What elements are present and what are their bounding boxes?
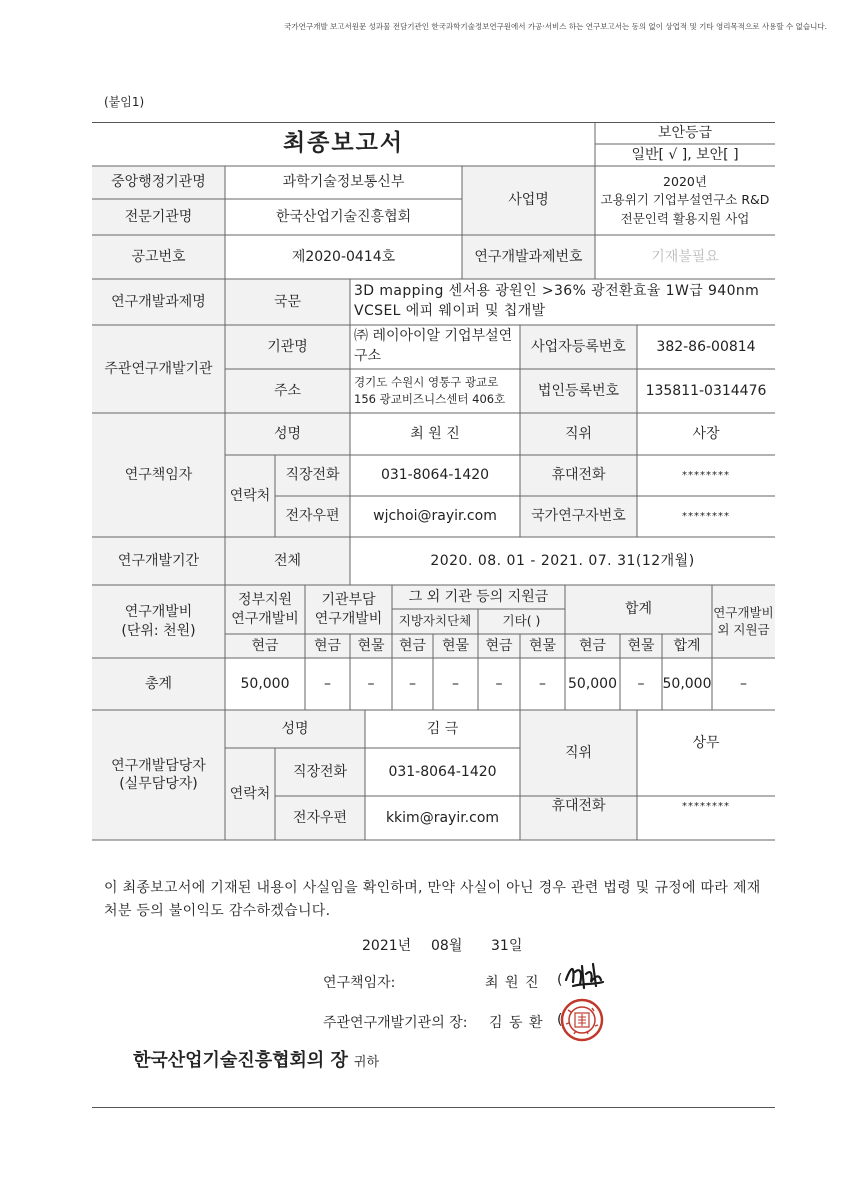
corp-reg-label: 법인등록번호	[537, 382, 620, 399]
budget-local-inkind-header: 현물	[441, 637, 470, 654]
budget-etc-cash-header: 현금	[485, 637, 513, 654]
attachment-label: (붙임1)	[104, 95, 145, 109]
budget-value-inst-inkind: –	[367, 675, 375, 692]
business-value-line3: 전문인력 활용지원 사업	[620, 210, 750, 226]
head-signature-paren: (	[557, 1012, 563, 1028]
pi-label: 연구책임자	[124, 466, 193, 483]
budget-total-row-label: 총계	[144, 675, 173, 692]
corp-reg-value: 135811-0314476	[645, 382, 767, 399]
company-seal-stamp	[560, 998, 604, 1042]
manager-email: kkim@rayir.com	[385, 809, 500, 826]
date-month: 08월	[431, 938, 463, 954]
budget-value-total-sum: 50,000	[662, 675, 712, 692]
addressee	[133, 1046, 379, 1072]
budget-value-inst-cash: –	[324, 675, 331, 692]
business-value-line2: 고용위기 기업부설연구소 R&D	[600, 192, 770, 208]
head-signature-name: 김 동 환	[489, 1015, 544, 1031]
manager-position-label: 직위	[564, 744, 593, 761]
manager-position: 상무	[692, 734, 720, 751]
budget-total-cash-header: 현금	[578, 637, 607, 654]
business-value	[595, 166, 775, 235]
announcement-label: 공고번호	[131, 248, 186, 265]
budget-value-outside: –	[740, 675, 747, 692]
budget-outside-line1: 연구개발비	[713, 605, 774, 621]
pi-signature-name: 최 원 진	[485, 975, 540, 991]
report-title: 최종보고서	[282, 130, 405, 157]
period-sublabel: 전체	[273, 552, 302, 569]
budget-label-line2: (단위: 천원)	[121, 622, 196, 639]
project-title-sublabel: 국문	[273, 293, 302, 310]
form-bottom-rule	[92, 1107, 775, 1108]
security-value: 일반[ √ ], 보안[ ]	[631, 146, 739, 163]
task-number-label: 연구개발과제번호	[474, 248, 583, 265]
manager-office-phone-label: 직장전화	[292, 763, 348, 780]
ministry-label: 중앙행정기관명	[111, 174, 206, 191]
business-label: 사업명	[508, 192, 549, 209]
budget-value-etc-inkind: –	[539, 675, 546, 692]
manager-label	[92, 710, 225, 840]
period-label: 연구개발기간	[117, 552, 200, 569]
pi-office-phone-label: 직장전화	[285, 467, 340, 484]
budget-gov-line2: 연구개발비	[231, 610, 299, 627]
budget-gov-header	[225, 585, 305, 634]
budget-gov-line1: 정부지원	[237, 592, 293, 609]
budget-outside-header	[712, 585, 775, 658]
address-label: 주소	[273, 382, 302, 399]
pi-mobile: ********	[682, 470, 730, 481]
declaration-text: 이 최종보고서에 기재된 내용이 사실임을 확인하며, 만약 사실이 아닌 경우 관련 법령 및 규정에 따라 제재처분 등의 불이익도 감수하겠습니다.	[104, 880, 761, 920]
pi-position-label: 직위	[564, 425, 593, 442]
address-value: 경기도 수원시 영통구 광교로 156 광교비즈니스센터 406호	[354, 374, 506, 406]
budget-value-total-inkind: –	[637, 675, 645, 692]
date-year: 2021년	[362, 938, 412, 954]
budget-total-sum-header: 합계	[673, 637, 701, 654]
addressee-suffix: 귀하	[353, 1055, 380, 1070]
host-org-name: ㈜ 레이아이알 기업부설연구소	[354, 328, 513, 364]
manager-contact-label: 연락처	[229, 785, 271, 802]
manager-mobile: ********	[682, 800, 730, 812]
pi-contact-label: 연락처	[229, 487, 271, 504]
business-value-line1: 2020년	[663, 174, 707, 190]
budget-value-local-inkind: –	[452, 675, 459, 692]
budget-inst-line1: 기관부담	[321, 592, 376, 609]
budget-inst-cash-header: 현금	[313, 637, 342, 654]
period-value: 2020. 08. 01 - 2021. 07. 31(12개월)	[430, 552, 695, 569]
manager-name: 김 극	[426, 720, 459, 737]
project-title-value: 3D mapping 센서용 광원인 >36% 광전환효율 1W급 940nm VCSEL 에피 웨이퍼 및 칩개발	[354, 283, 760, 319]
budget-label-line1: 연구개발비	[124, 604, 193, 621]
announcement-value: 제2020-0414호	[291, 248, 396, 265]
pi-mobile-label: 휴대전화	[551, 467, 606, 484]
pi-signature-label: 연구책임자:	[323, 975, 396, 991]
budget-value-local-cash: –	[409, 675, 416, 692]
budget-outside-line2: 외 지원금	[717, 621, 770, 637]
agency-label: 전문기관명	[124, 208, 193, 225]
budget-label	[92, 585, 225, 658]
ministry-value: 과학기술정보통신부	[282, 174, 405, 191]
pi-researcher-no-label: 국가연구자번호	[531, 508, 626, 525]
budget-inst-header	[305, 585, 392, 634]
pi-email: wjchoi@rayir.com	[373, 508, 497, 525]
manager-label-line1: 연구개발담당자	[111, 757, 206, 774]
budget-value-gov-cash: 50,000	[240, 675, 290, 692]
budget-etc-header: 기타( )	[502, 613, 541, 629]
task-number-value: 기재불필요	[651, 248, 719, 265]
biz-reg-value: 382-86-00814	[656, 338, 756, 355]
date-day: 31일	[491, 938, 523, 954]
pi-name-label: 성명	[273, 425, 302, 442]
pi-office-phone: 031-8064-1420	[380, 467, 490, 484]
manager-name-label: 성명	[281, 720, 309, 737]
budget-inst-inkind-header: 현물	[357, 637, 385, 654]
budget-inst-line2: 연구개발비	[314, 610, 383, 627]
budget-value-total-cash: 50,000	[568, 675, 617, 692]
pi-name: 최 원 진	[410, 425, 460, 442]
addressee-name: 한국산업기술진흥협회의 장	[133, 1050, 348, 1071]
budget-total-inkind-header: 현물	[627, 637, 655, 654]
budget-value-etc-cash: –	[495, 675, 503, 692]
agency-value: 한국산업기술진흥협회	[275, 208, 412, 225]
biz-reg-label: 사업자등록번호	[531, 338, 626, 355]
security-label: 보안등급	[657, 124, 713, 141]
manager-label-line2: (실무담당자)	[119, 776, 198, 792]
host-org-label: 주관연구개발기관	[104, 360, 213, 377]
budget-etc-inkind-header: 현물	[528, 637, 557, 654]
budget-local-cash-header: 현금	[398, 637, 427, 654]
budget-other-header: 그 외 기관 등의 지원금	[408, 588, 549, 605]
host-org-name-label: 기관명	[267, 338, 308, 355]
project-title-label: 연구개발과제명	[111, 293, 206, 310]
budget-local-gov-header: 지방자치단체	[398, 613, 472, 629]
pi-signature-paren: (	[557, 972, 563, 988]
copyright-notice: 국가연구개발 보고서원문 성과물 전담기관인 한국과학기술정보연구원에서 가공·서비스 하는 연구보고서는 동의 없이 상업적 및 기타 영리목적으로 사용할 수 없습니다.	[284, 22, 827, 31]
pi-researcher-no: ********	[682, 511, 730, 522]
handwritten-signature	[563, 958, 607, 994]
pi-position: 사장	[692, 425, 720, 442]
manager-office-phone: 031-8064-1420	[388, 763, 497, 780]
budget-total-header: 합계	[624, 601, 653, 618]
manager-mobile-label: 휴대전화	[551, 797, 606, 814]
head-signature-label: 주관연구개발기관의 장:	[323, 1015, 468, 1031]
pi-email-label: 전자우편	[285, 508, 340, 525]
budget-gov-cash-header: 현금	[251, 637, 279, 654]
manager-email-label: 전자우편	[292, 809, 348, 826]
